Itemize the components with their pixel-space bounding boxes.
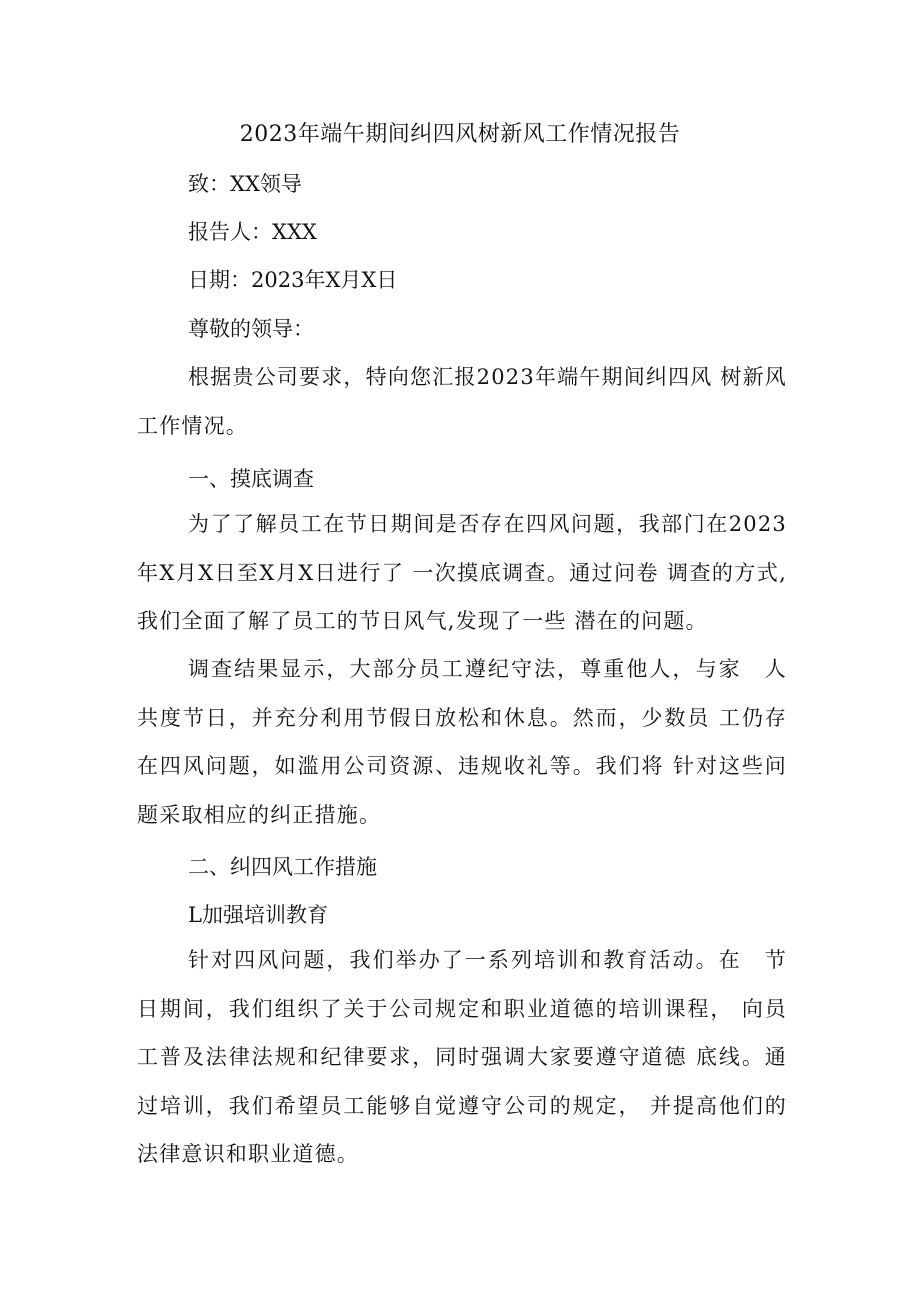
section-heading-survey: 一、摸底调查 (188, 467, 314, 491)
date-line: 日期：2023年X月X日 (188, 268, 398, 292)
survey-paragraph-2: 调查结果显示，大部分员工遵纪守法，尊重他人，与家 人共度节日，并充分利用节假日放松和休息。然而，少数员 工仍存在四风问题，如滥用公司资源、违规收礼等。我们将 针对这些问题采取相应的纠正措施。 (137, 657, 787, 827)
recipient-line: 致：XX领导 (188, 172, 302, 196)
document-title: 2023年端午期间纠四风树新风工作情况报告 (239, 122, 681, 147)
intro-paragraph: 根据贵公司要求，特向您汇报2023年端午期间纠四风 树新风工作情况。 (137, 365, 787, 438)
training-paragraph: 针对四风问题，我们举办了一系列培训和教育活动。在 节日期间，我们组织了关于公司规定和职业道德的培训课程， 向员工普及法律法规和纪律要求，同时强调大家要遵守道德 底线。通过培训，我们希望员工能够自觉遵守公司的规定， 并提高他们的法律意识和职业道德。 (137, 948, 787, 1166)
subheading-training: L加强培训教育 (188, 903, 328, 927)
section-heading-measures: 二、纠四风工作措施 (188, 855, 377, 879)
salutation-line: 尊敬的领导： (188, 317, 314, 341)
survey-paragraph-1: 为了了解员工在节日期间是否存在四风问题，我部门在2023年X月X日至X月X日进行了 一次摸底调查。通过问卷 调查的方式,我们全面了解了员工的节日风气,发现了一些 潜在的问题。 (137, 512, 787, 633)
reporter-line: 报告人：XXX (188, 220, 317, 244)
